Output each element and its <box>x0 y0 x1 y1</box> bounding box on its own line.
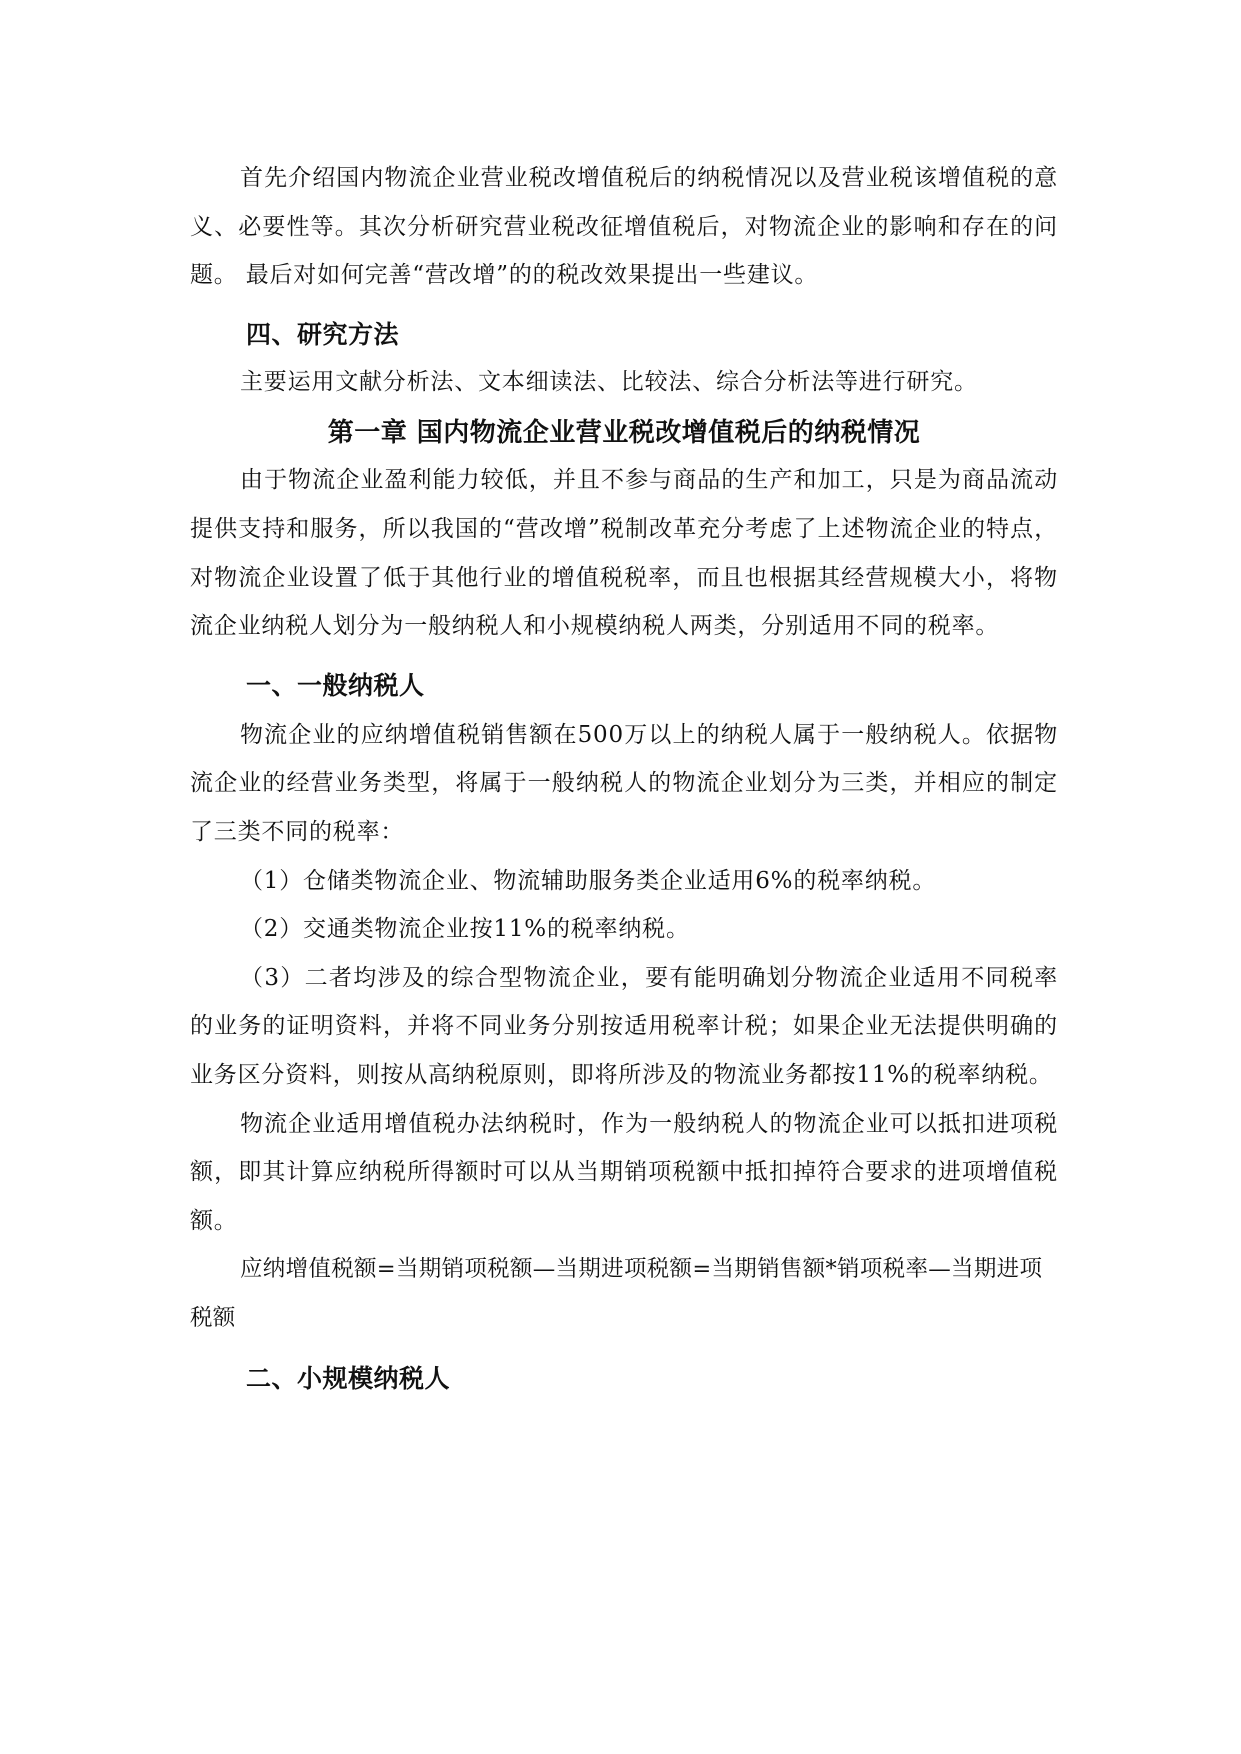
spacer <box>190 300 1058 320</box>
section-four-paragraph: 主要运用文献分析法、文本细读法、比较法、综合分析法等进行研究。 <box>240 368 978 395</box>
spacer <box>190 1342 1058 1364</box>
section-four-heading: 四、研究方法 <box>246 319 400 349</box>
chapter-one-paragraph: 由于物流企业盈利能力较低，并且不参与商品的生产和加工，只是为商品流动提供支持和服务，所以我国的“营改增”税制改革充分考虑了上述物流企业的特点，对物流企业设置了低于其他行业的增值税税率，而且也根据其经营规模大小，将物流企业纳税人划分为一般纳税人和小规模纳税人两类，分别适用不同的税率。 <box>190 467 1058 640</box>
input-tax-paragraph: 物流企业适用增值税办法纳税时，作为一般纳税人的物流企业可以抵扣进项税额，即其计算应纳税所得额时可以从当期销项税额中抵扣掉符合要求的进项增值税额。 <box>190 1110 1058 1234</box>
rate-item-1: （1）仓储类物流企业、物流辅助服务类企业适用6%的税率纳税。 <box>240 867 937 894</box>
spacer <box>190 350 1058 358</box>
general-taxpayer-paragraph: 物流企业的应纳增值税销售额在500万以上的纳税人属于一般纳税人。依据物流企业的经营业务类型，将属于一般纳税人的物流企业划分为三类，并相应的制定了三类不同的税率： <box>190 721 1058 845</box>
spacer <box>190 448 1058 456</box>
document-body <box>190 154 1058 1394</box>
intro-paragraph: 首先介绍国内物流企业营业税改增值税后的纳税情况以及营业税该增值税的意义、必要性等。其次分析研究营业税改征增值税后，对物流企业的影响和存在的问题。 最后对如何完善“营改增”的的税改效果提出一些建议。 <box>190 165 1058 289</box>
rate-item-3: （3）二者均涉及的综合型物流企业，要有能明确划分物流企业适用不同税率的业务的证明资料，并将不同业务分别按适用税率计税；如果企业无法提供明确的业务区分资料，则按从高纳税原则，即将所涉及的物流业务都按11%的税率纳税。 <box>190 964 1058 1088</box>
general-taxpayer-heading: 一、一般纳税人 <box>246 670 425 700</box>
vat-formula: 应纳增值税额=当期销项税额—当期进项税额=当期销售额*销项税率—当期进项税额 <box>190 1256 1043 1331</box>
spacer <box>190 651 1058 671</box>
chapter-one-title: 第一章 国内物流企业营业税改增值税后的纳税情况 <box>327 418 921 449</box>
spacer <box>190 406 1058 418</box>
rate-item-2: （2）交通类物流企业按11%的税率纳税。 <box>240 916 690 943</box>
spacer <box>190 701 1058 711</box>
small-taxpayer-heading: 二、小规模纳税人 <box>246 1364 451 1394</box>
